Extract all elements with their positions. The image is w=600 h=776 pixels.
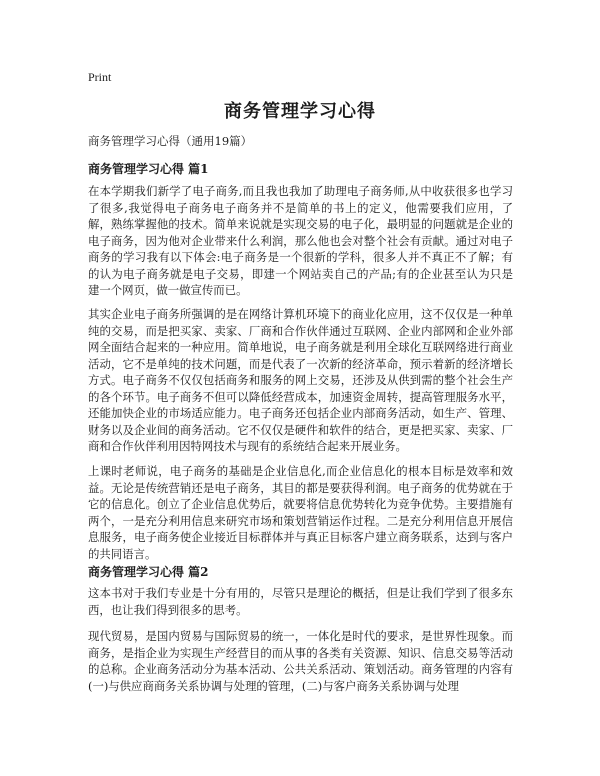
document-subtitle: 商务管理学习心得（通用19篇）: [88, 134, 253, 148]
section-heading-2: 商务管理学习心得 篇2: [88, 565, 209, 579]
paragraph: 其实企业电子商务所强调的是在网络计算机环境下的商业化应用，这不仅仅是一种单纯的交易，而是把买家、卖家、厂商和合作伙伴通过互联网、企业内部网和企业外部网全面结合起来的一种应用。简单地说，电子商务就是利用全球化互联网络进行商业活动，它不是单纯的技术问题，而是代表了一次新的经济革命，预示着新的经济增长方式。电子商务不仅仅包括商务和服务的网上交易，还涉及从供到需的整个社会生产的各个环节。电子商务不但可以降低经营成本，加速资金周转，提高管理服务水平，还能加快企业的市场适应能力。电子商务还包括企业内部商务活动，如生产、管理、财务以及企业间的商务活动。它不仅仅是硬件和软件的结合，更是把买家、卖家、厂商和合作伙伴利用因特网技术与现有的系统结合起来开展业务。: [88, 307, 513, 453]
paragraph: 在本学期我们新学了电子商务,而且我也我加了助理电子商务师,从中收获很多也学习了很多,我觉得电子商务电子商务并不是简单的书上的定义，他需要我们应用，了解，熟练掌握他的技术。简单来说就是实现交易的电子化，最明显的问题就是企业的电子商务，因为他对企业带来什么利润，那么他也会对整个社会有贡献。通过对电子商务的学习我有以下体会:电子商务是一个很新的学科，很多人并不真正不了解；有的认为电子商务就是电子交易，即建一个网站卖自己的产品;有的企业甚至认为只是建一个网页，做一做宣传而已。: [88, 184, 513, 297]
paragraph: 现代贸易，是国内贸易与国际贸易的统一，一体化是时代的要求，是世界性现象。而商务，是指企业为实现生产经营目的而从事的各类有关资源、知识、信息交易等活动的总称。企业商务活动分为基本活动、公共关系活动、策划活动。商务管理的内容有(一)与供应商商务关系协调与处理的管理，(二)与客户商务关系协调与处理: [88, 629, 513, 693]
page-title: 商务管理学习心得: [224, 101, 376, 122]
paragraph: 上课时老师说，电子商务的基础是企业信息化,而企业信息化的根本目标是效率和效益。无论是传统营销还是电子商务，其目的都是要获得利润。电子商务的优势就在于它的信息化。创立了企业信息优势后，就要将信息优势转化为竞争优势。主要措施有两个，一是充分利用信息来研究市场和策划营销运作过程。二是充分利用信息开展信息服务，电子商务使企业接近目标群体并与真正目标客户建立商务联系，达到与客户的共同语言。: [88, 464, 513, 561]
paragraph: 这本书对于我们专业是十分有用的，尽管只是理论的概括，但是让我们学到了很多东西，也让我们得到很多的思考。: [88, 586, 513, 617]
print-link[interactable]: Print: [88, 70, 112, 84]
section-heading-1: 商务管理学习心得 篇1: [88, 162, 209, 176]
